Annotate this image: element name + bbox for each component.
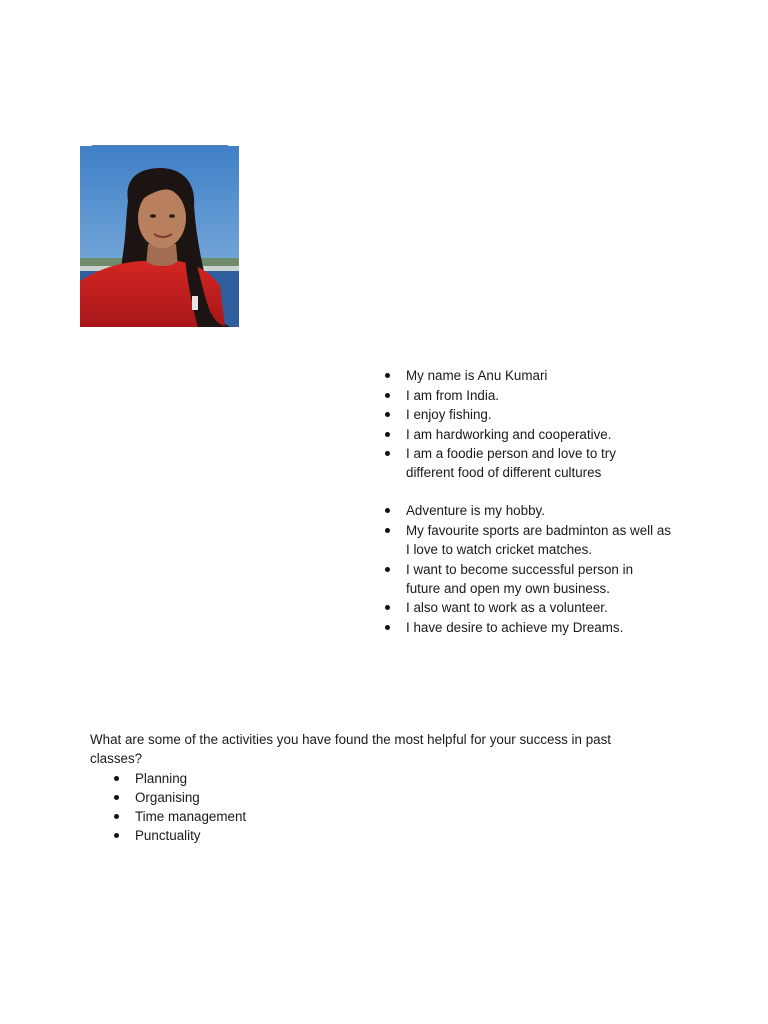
list-item: I am from India. [406, 386, 686, 405]
list-item: My name is Anu Kumari [406, 366, 686, 385]
list-item: Planning [135, 769, 435, 788]
list-item: Adventure is my hobby. [406, 501, 686, 520]
list-item: I enjoy fishing. [406, 405, 686, 424]
list-item: Time management [135, 807, 435, 826]
about-me-list [406, 366, 686, 637]
list-item: I am hardworking and cooperative. [406, 425, 686, 444]
list-item: I also want to work as a volunteer. [406, 598, 686, 617]
profile-photo [80, 146, 239, 327]
list-item: I have desire to achieve my Dreams. [406, 618, 686, 637]
question-text: What are some of the activities you have found the most helpful for your success in past classes? [90, 732, 612, 766]
list-item: My favourite sports are badminton as well as I love to watch cricket matches. [406, 522, 671, 557]
list-item: Organising [135, 788, 435, 807]
list-item: Punctuality [135, 826, 435, 845]
list-item: I am a foodie person and love to try different food of different cultures [406, 444, 636, 482]
list-item: I want to become successful person in future and open my own business. [406, 560, 646, 598]
activities-list [135, 769, 435, 845]
